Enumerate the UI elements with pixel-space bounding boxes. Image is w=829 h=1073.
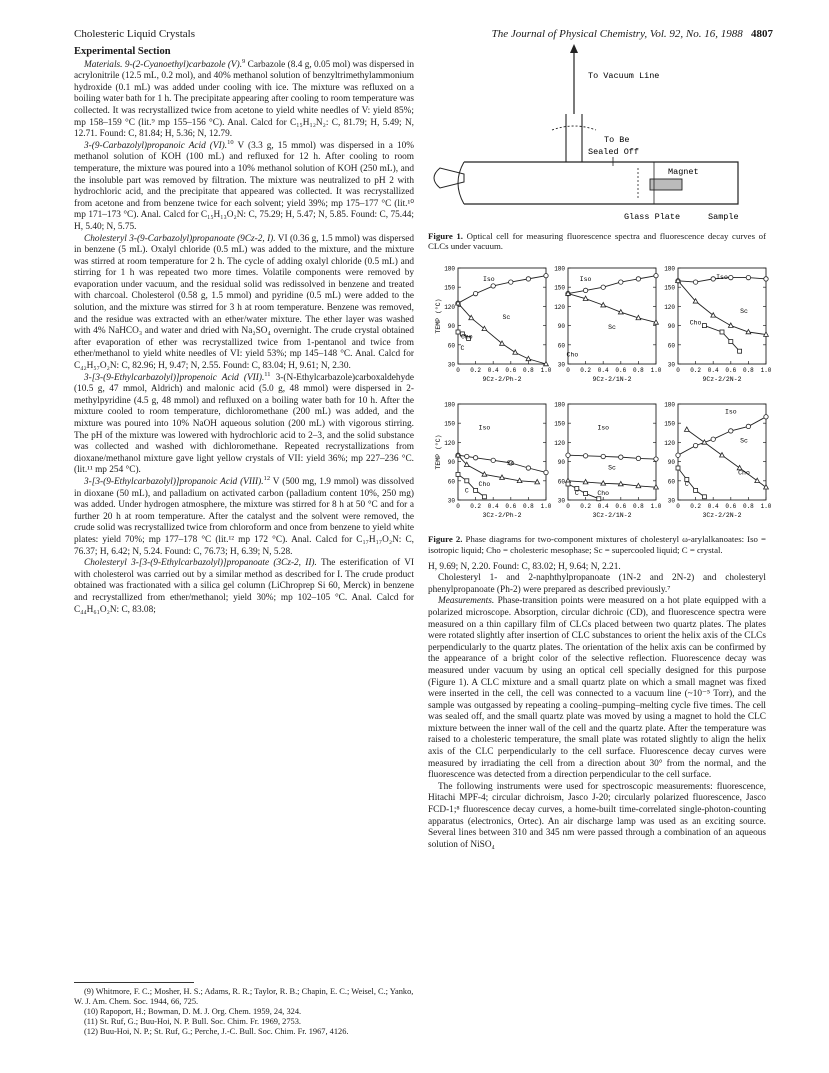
x-tick-label: 0.4: [597, 502, 609, 510]
data-point: [676, 453, 680, 457]
ref-marker: 10: [227, 138, 234, 146]
data-point: [684, 427, 689, 431]
data-point: [711, 276, 715, 280]
x-tick-label: 0.6: [725, 502, 737, 510]
data-point: [693, 443, 697, 447]
data-point: [636, 276, 640, 280]
y-tick-label: 60: [557, 478, 565, 486]
paragraph: The following instruments were used for spectroscopic measurements: fluorescence, Hitachi MPF-4; circular dichroism, Jasco J-20; circularly polarized fluorescence, Jasco FCD-1;⁸ fluorescence decay curves, a home-built time-correlated single-photon-counting apparatus (electronics, Ortec). An air discharge lamp was used as an exciting source. Several lines between 310 and 345 nm were passed through a combination of an aqueous solution of NiSO₄: [428, 781, 766, 850]
footnote-rule: [74, 982, 194, 983]
y-tick-label: 120: [554, 439, 565, 447]
y-tick-label: 30: [667, 497, 675, 505]
data-point: [513, 350, 518, 354]
data-point: [720, 330, 724, 334]
y-axis-label: TEMP (°C): [435, 298, 442, 334]
paragraph: Cholesteryl 1- and 2-naphthylpropanoate (1N-2 and 2N-2) and cholesteryl phenylpropanoate (Ph-2) were prepared as described previously.⁷: [428, 573, 766, 595]
sample-label: Sample: [708, 212, 739, 222]
optical-cell-diagram: [428, 44, 766, 224]
y-tick-label: 180: [664, 265, 675, 273]
data-point: [636, 456, 640, 460]
x-tick-label: 1.0: [540, 502, 552, 510]
x-axis-label: 3Cz-2/2N-2: [702, 511, 742, 519]
x-tick-label: 1.0: [650, 502, 662, 510]
phase-diagram-grid: [428, 258, 772, 528]
x-tick-label: 0.4: [487, 366, 499, 374]
y-tick-label: 60: [447, 478, 455, 486]
y-tick-label: 120: [664, 303, 675, 311]
y-axis-label: TEMP (°C): [435, 434, 442, 470]
y-tick-label: 150: [554, 420, 565, 428]
x-tick-label: 0.6: [725, 366, 737, 374]
y-tick-label: 180: [444, 265, 455, 273]
x-axis-label: 9Cz-2/1N-2: [592, 375, 632, 383]
figure-1: [428, 44, 766, 252]
phase-boundary-line: [704, 325, 739, 351]
region-label: Sc: [740, 437, 748, 445]
reference: (12) Buu-Hoi, N. P.; St. Ruf, G.; Perche, J.-C. Bull. Soc. Chim. Fr. 1967, 4126.: [84, 1027, 349, 1036]
x-tick-label: 1.0: [760, 502, 772, 510]
magnet-label: Magnet: [668, 167, 699, 177]
left-column: [74, 44, 414, 616]
reference: (9) Whitmore, F. C.; Mosher, H. S.; Adams, R. R.; Taylor, R. B.; Chapin, E. C.; Weisel, C.; Yanko, W. J. Am. Chem. Soc. 1944, 66, 725.: [74, 987, 414, 1006]
x-tick-label: 0.4: [487, 502, 499, 510]
x-tick-label: 0: [456, 366, 460, 374]
caption-label: Figure 1.: [428, 230, 464, 241]
phase-boundary-line: [458, 275, 546, 303]
data-point: [456, 330, 460, 334]
x-tick-label: 0: [566, 366, 570, 374]
data-point: [482, 495, 486, 499]
x-axis-label: 9Cz-2/2N-2: [702, 375, 742, 383]
data-point: [465, 454, 469, 458]
caption-text: Phase diagrams for two-component mixtures of cholesteryl ω-arylalkanoates: Iso = isotropic liquid; Cho = cholesteric mesophase; Sc = supercooled liquid; C = crystal.: [428, 534, 766, 555]
y-tick-label: 150: [664, 284, 675, 292]
data-point: [729, 339, 733, 343]
paragraph-body: VI (0.36 g, 1.5 mmol) was dispersed in benzene (5 mL). Oxalyl chloride (0.5 mL) was added to the mixture, and the mixture was stirred at room temperature for 2 h. The cycle of adding oxalyl chloride (0.5 mL) and stirring for 1 h was repeated two more times. Volatile components were removed by evaporation under vacuum, and the residual solid was redissolved in benzene and treated with charcoal. Cholesterol (0.58 g, 1.5 mmol) and pyridine (0.5 mL) were added to the solution, and the mixture was stirred for 3 h at room temperature. Benzene was removed, and the residue was extracted with an ether/water mixture. The ether layer was washed with 4% NaHCO₃ and water and dried with Na₂SO₄ overnight. The crude crystal obtained after evaporation of ether was recrystallized twice from 1-pentanol and twice from ether/methanol to yield white needles of VI: yield 53%; mp 145–148 °C. Anal. Calcd for C₄₂H₅₇O₂N: C, 82.96; H, 9.47; N, 2.55. Found: C, 83.04; H, 9.61; N, 2.30.: [74, 233, 415, 372]
x-tick-label: 0: [676, 366, 680, 374]
y-tick-label: 180: [664, 401, 675, 409]
paragraph-title: 3-[3-(9-Ethylcarbazolyl)]propanoic Acid (VIII).: [84, 476, 264, 487]
data-point: [544, 470, 548, 474]
region-label: Sc: [608, 323, 616, 331]
region-label: Cho: [597, 489, 610, 497]
paragraph-title: Cholesteryl 3-(9-Carbazolyl)propanoate (9Cz-2, I).: [84, 233, 276, 244]
y-tick-label: 90: [447, 458, 455, 466]
y-tick-label: 60: [447, 342, 455, 350]
paragraph: [74, 474, 414, 558]
seal-mark: [552, 126, 596, 130]
x-tick-label: 1.0: [650, 366, 662, 374]
data-point: [544, 273, 548, 277]
y-tick-label: 120: [554, 303, 565, 311]
data-point: [729, 275, 733, 279]
region-label: C: [460, 344, 465, 352]
x-tick-label: 0: [566, 502, 570, 510]
x-tick-label: 0.6: [505, 502, 517, 510]
paragraph-title: Materials. 9-(2-Cyanoethyl)carbazole (V).: [84, 59, 243, 70]
paragraph: [428, 596, 766, 782]
paragraph: [74, 370, 414, 477]
data-point: [601, 454, 605, 458]
x-tick-label: 0.4: [707, 366, 719, 374]
caption-text: Optical cell for measuring fluorescence spectra and fluorescence decay curves of CLCs under vacuum.: [428, 230, 766, 252]
paragraph-body: V (3.3 g, 15 mmol) was dispersed in a 10% methanol solution of KOH (100 mL) and refluxed for 12 h. After cooling to room temperature, the mixture was poured into a 10% methanol solution of KOH (250 mL), and the insoluble part was removed by filtration. The mixture was neutralized to pH 2 with hydrochloric acid, and the precipitate that appeared was collected. It was recrystallized from acetone and from benzene twice for each solvent; yield 39%; mp 175–177 °C (lit.¹⁰ mp 171–173 °C). Anal. Calcd for C₁₅H₁₃O₂N: C, 75.29; H, 5.47; N, 5.85. Found: C, 75.44; H, 5.40; N, 5.75.: [74, 140, 414, 232]
x-tick-label: 0.2: [580, 366, 592, 374]
data-point: [702, 495, 706, 499]
data-point: [755, 478, 760, 482]
data-point: [491, 458, 495, 462]
x-tick-label: 1.0: [760, 366, 772, 374]
x-tick-label: 0: [676, 502, 680, 510]
paragraph-body: 3-(N-Ethylcarbazole)carboxaldehyde (10.5 g, 47 mmol, Aldrich) and malonic acid (5.0 g, 48 mmol) were dispersed in 2-methylpyridine (4.5 g, 48 mmol) and refluxed on a boiling water bath for 10 h. After the mixture cooled to room temperature, dichloromethane (200 mL) was added, and the mixture was poured into 10% NaOH aqueous solution (200 mL) with vigorous stirring. The pH of the mixture was lowered with hydrochloric acid to 2–3, and the solid substance was collected and washed with dichloromethane. Repeated recrystallizations from dioxane/methanol mixture gave light yellow crystals of VII: yield 36%; mp 227–236 °C. (lit.¹¹ mp 254 °C).: [74, 372, 414, 476]
data-point: [491, 284, 495, 288]
paragraph-body: V (500 mg, 1.9 mmol) was dissolved in dioxane (50 mL), and palladium on activated carbon (palladium content 10%, 250 mg) was added. Under hydrogen atmosphere, the mixture was stirred for 8 h at 50 °C and for a further 20 h at room temperature. After the catalyst and the solvent were removed, the crude solid was recrystallized twice from chloroform and once from benzene to yield white plates: yield 70%; mp 177–178 °C (lit.¹² mp 172 °C). Anal. Calcd for C₁₇H₁₇O₂N: C, 76.37; H, 6.42; N, 5.24. Found: C, 76.73; H, 6.39; N, 5.28.: [74, 476, 414, 557]
journal-name: The Journal of Physical Chemistry, Vol. 92, No. 16, 1988: [491, 28, 743, 40]
data-point: [654, 457, 658, 461]
y-tick-label: 150: [444, 420, 455, 428]
data-point: [526, 466, 530, 470]
phase-boundary-line: [568, 293, 656, 322]
region-label: Iso: [597, 424, 610, 432]
data-point: [509, 280, 513, 284]
x-axis-label: 3Cz-2/Ph-2: [482, 511, 522, 519]
references: [74, 982, 414, 1037]
region-label: C: [464, 487, 469, 495]
x-tick-label: 0.4: [597, 366, 609, 374]
x-tick-label: 0.8: [742, 366, 754, 374]
section-title: Experimental Section: [74, 46, 171, 57]
paragraph: H, 9.69; N, 2.20. Found: C, 83.02; H, 9.64; N, 2.21.: [428, 561, 621, 572]
data-point: [693, 280, 697, 284]
data-point: [584, 491, 588, 495]
region-label: Iso: [478, 424, 491, 432]
x-tick-label: 0.2: [580, 502, 592, 510]
x-tick-label: 0.2: [690, 502, 702, 510]
region-label: Sc: [506, 459, 515, 467]
data-point: [746, 424, 750, 428]
paragraph: [74, 558, 414, 616]
phase-boundary-line: [684, 429, 766, 488]
x-tick-label: 0.8: [632, 366, 644, 374]
data-point: [474, 488, 478, 492]
glass-plate-label: Glass Plate: [624, 212, 681, 222]
data-point: [738, 349, 742, 353]
y-tick-label: 120: [444, 439, 455, 447]
plot-frame: [678, 268, 766, 364]
ref-marker: 12: [263, 474, 271, 482]
phase-boundary-line: [458, 455, 546, 472]
region-label: C: [574, 489, 579, 497]
data-point: [729, 428, 733, 432]
region-label: Sc: [502, 313, 511, 321]
region-label: Cho: [738, 469, 750, 477]
y-tick-label: 150: [554, 284, 565, 292]
y-tick-label: 120: [444, 303, 455, 311]
x-tick-label: 1.0: [540, 366, 552, 374]
paragraph-title: Cholesteryl 3-[3-(9-Ethylcarbazolyl)]propanoate (3Cz-2, II).: [84, 558, 317, 569]
sealed-label-2: Sealed Off: [588, 147, 640, 157]
data-point: [720, 452, 725, 456]
sealed-label-1: To Be: [604, 135, 630, 145]
paragraph: [74, 57, 414, 141]
y-tick-label: 30: [447, 361, 455, 369]
data-point: [583, 453, 587, 457]
right-column: [428, 44, 772, 851]
data-point: [566, 453, 570, 457]
paragraph-body: Carbazole (8.4 g, 0.05 mol) was dispersed in acrylonitrile (12.5 mL, 0.2 mol), and 40% methanol solution of benzyltrimethylammonium hydroxide (0.1 mL) was added under cooling with ice. The mixture was refluxed on a boiling water bath for 1 h. The precipitate appearing after cooling to room temperature was collected. It was recrystallized twice from acetone to yield white needles of V: yield 85%; mp 158–159 °C (lit.⁹ mp 155–156 °C). Anal. Calcd for C₁₅H₁₂N₂: C, 81.79; H, 5.49; N, 12.71. Found: C, 81.84; H, 5.36; N, 12.79.: [74, 59, 414, 140]
caption-label: Figure 2.: [428, 534, 463, 545]
x-tick-label: 0.4: [707, 502, 719, 510]
region-label: Cho: [460, 333, 473, 341]
data-point: [473, 455, 477, 459]
x-tick-label: 0.2: [470, 366, 482, 374]
region-label: Iso: [724, 408, 737, 416]
x-axis-label: 3Cz-2/1N-2: [592, 511, 632, 519]
data-point: [694, 488, 698, 492]
x-axis-label: 9Cz-2/Ph-2: [482, 375, 522, 383]
x-tick-label: 0.8: [522, 502, 534, 510]
region-label: Iso: [579, 275, 592, 283]
x-tick-label: 0: [456, 502, 460, 510]
phase-boundary-line: [678, 281, 766, 335]
data-point: [728, 323, 733, 327]
y-tick-label: 150: [444, 284, 455, 292]
magnet-block: [650, 179, 682, 190]
region-label: Cho: [689, 319, 702, 327]
paragraph-title: Measurements.: [438, 596, 495, 607]
x-tick-label: 0.2: [470, 502, 482, 510]
data-point: [764, 414, 768, 418]
paragraph: [74, 138, 414, 234]
data-point: [746, 275, 750, 279]
running-head: Cholesteric Liquid Crystals: [74, 28, 195, 40]
y-tick-label: 150: [664, 420, 675, 428]
y-tick-label: 120: [664, 439, 675, 447]
x-tick-label: 0.6: [615, 502, 627, 510]
phase-boundary-line: [458, 455, 537, 482]
data-point: [711, 313, 716, 317]
y-tick-label: 90: [667, 322, 675, 330]
plot-frame: [568, 404, 656, 500]
region-label: Sc: [740, 307, 748, 315]
phase-boundary-line: [568, 455, 656, 459]
figure-1-caption: [428, 231, 766, 252]
y-tick-label: 180: [444, 401, 455, 409]
data-point: [583, 288, 587, 292]
region-label: Iso: [482, 275, 495, 283]
x-tick-label: 0.8: [522, 366, 534, 374]
ref-marker: 9: [242, 57, 246, 65]
data-point: [456, 472, 460, 476]
paragraph-body: The esterification of VI with cholesterol was carried out by a similar method as described for I. The crude product obtained was fractionated with a silica gel column (LiChroprep Si 60, Merck) in benzene and recrystallized from ether/methanol; yield 30%; mp 102–105 °C. Anal. Calcd for C₄₄H₆₁O₂N: C, 83.08;: [74, 558, 415, 615]
region-label: Cho: [566, 351, 579, 359]
data-point: [566, 482, 570, 486]
paragraph-body: Phase-transition points were measured on a hot plate equipped with a polarized microscope. Absorption, circular dichroic (CD), and fluorescence spectra were measured on a thin capillary film of CLCs placed between two quartz plates. The plates were rotated slightly after insertion of CLC substances to orient the helix axis of the CLCs perpendicularly to the quartz plates. The orientation of the helix axis can be confirmed by the appearance of a bright color of the selective reflection. Fluorescence decay was measured under vacuum by using an optical cell specially designed for this purpose (Figure 1). A CLC mixture and a small quartz plate on which a small magnet was fixed were inserted in the cell, the cell was connected to a vacuum line (~10⁻⁵ Torr), and the sample was outgassed by repeating a cooling–pumping–melting cycle five times. The cell was sealed off, and the small quartz plate was moved by using a magnet to hold the CLC mixture between the inner wall of the cell and the quartz plate. After the temperature was raised to a cholesteric temperature, the small plate was rotated slightly to align the helix axis of the CLC perpendicularly to the cell surface. Fluorescence decay curves were measured by irradiating the cell from a direction about 30° from the normal, and the fluorescence was detected from a direction perpendicular to the cell surface.: [428, 596, 766, 781]
region-label: Sc: [608, 464, 616, 472]
y-tick-label: 90: [557, 322, 565, 330]
region-label: C: [684, 480, 689, 488]
vacuum-label: To Vacuum Line: [588, 71, 660, 81]
y-tick-label: 180: [554, 265, 565, 273]
y-tick-label: 90: [447, 322, 455, 330]
paragraph-title: 3-(9-Carbazolyl)propanoic Acid (VI).: [84, 140, 228, 151]
y-tick-label: 30: [667, 361, 675, 369]
x-tick-label: 0.2: [690, 366, 702, 374]
region-label: Iso: [716, 273, 728, 281]
y-tick-label: 90: [557, 458, 565, 466]
data-point: [654, 273, 658, 277]
y-tick-label: 180: [554, 401, 565, 409]
x-tick-label: 0.8: [742, 502, 754, 510]
figure-2: [428, 258, 772, 556]
data-point: [597, 497, 601, 501]
paragraph: [74, 234, 414, 373]
y-tick-label: 30: [447, 497, 455, 505]
data-point: [702, 323, 706, 327]
data-point: [711, 437, 715, 441]
x-tick-label: 0.8: [632, 502, 644, 510]
data-point: [526, 276, 530, 280]
y-tick-label: 60: [667, 342, 675, 350]
up-arrow-icon: [570, 44, 578, 53]
data-point: [482, 472, 487, 476]
page-number: 4807: [751, 28, 773, 40]
y-tick-label: 30: [557, 361, 565, 369]
reference: (10) Rapoport, H.; Bowman, D. M. J. Org. Chem. 1959, 24, 324.: [84, 1007, 302, 1016]
vertical-tube: [566, 114, 582, 162]
ref-marker: 11: [264, 370, 271, 378]
y-tick-label: 60: [557, 342, 565, 350]
x-tick-label: 0.6: [505, 366, 517, 374]
x-tick-label: 0.6: [615, 366, 627, 374]
data-point: [764, 484, 769, 488]
phase-boundary-line: [678, 468, 704, 497]
y-tick-label: 30: [557, 497, 565, 505]
data-point: [676, 466, 680, 470]
paragraph-title: 3-[3-(9-Ethylcarbazolyl)]propenoic Acid (VII).: [84, 372, 265, 383]
y-tick-label: 60: [667, 478, 675, 486]
reference: (11) St. Ruf, G.; Buu-Hoi, N. P. Bull. Soc. Chim. Fr. 1969, 2753.: [84, 1017, 301, 1026]
data-point: [473, 291, 477, 295]
data-point: [465, 479, 469, 483]
journal-citation: [492, 28, 773, 40]
data-point: [619, 455, 623, 459]
data-point: [601, 285, 605, 289]
phase-boundary-line: [678, 417, 766, 455]
region-label: Cho: [478, 480, 491, 488]
y-tick-label: 90: [667, 458, 675, 466]
phase-boundary-line: [568, 481, 656, 487]
figure-2-caption: [428, 534, 766, 555]
data-point: [619, 280, 623, 284]
data-point: [764, 276, 768, 280]
